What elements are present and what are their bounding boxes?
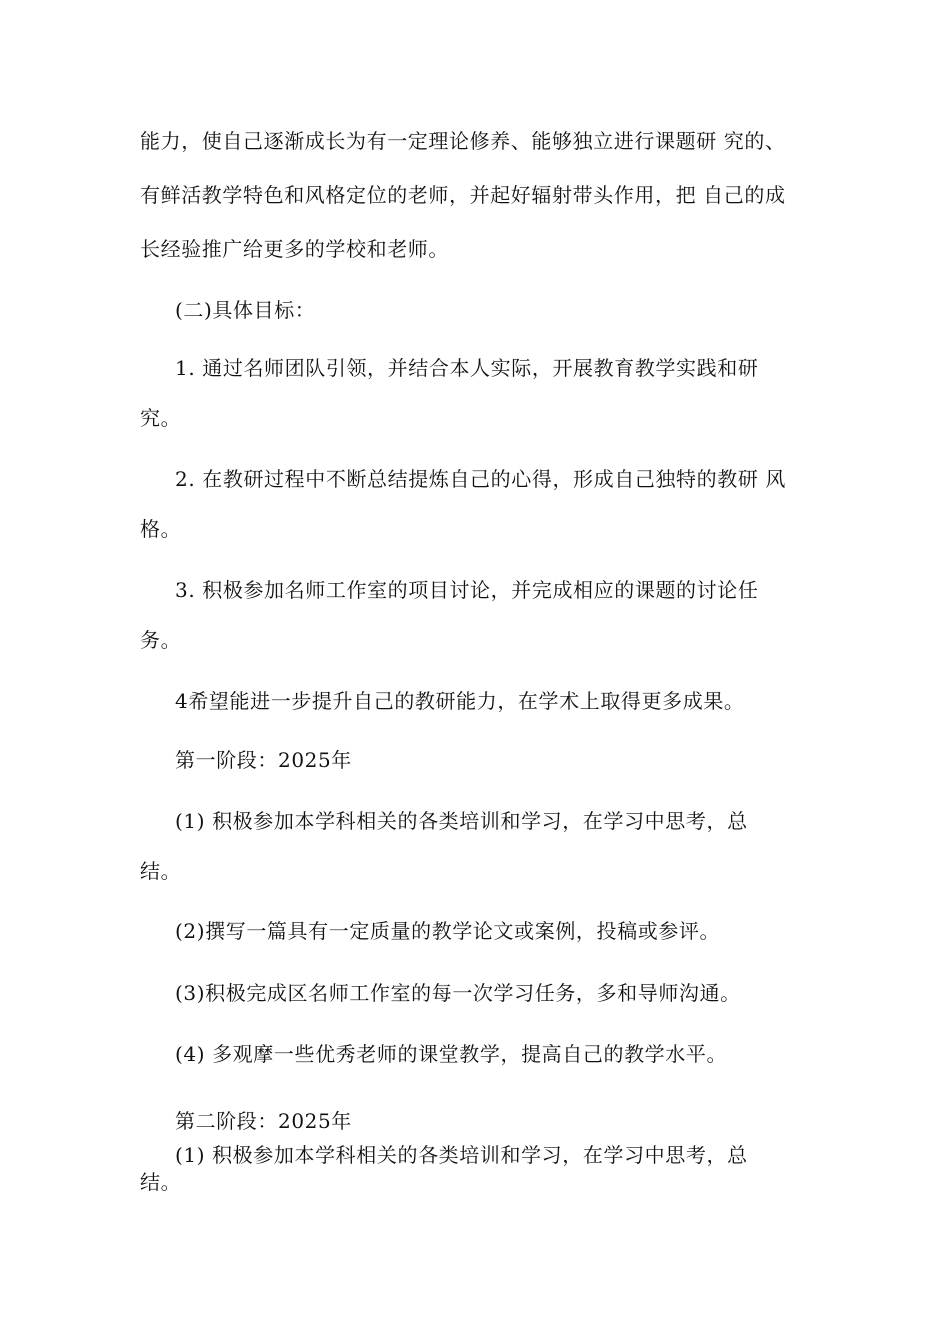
- list-item-line: 究。: [140, 406, 182, 430]
- stage-heading: 第二阶段：2025年: [175, 1109, 352, 1133]
- paragraph-line: 长经验推广给更多的学校和老师。: [140, 237, 449, 261]
- list-item-line: (1) 积极参加本学科相关的各类培训和学习，在学习中思考，总: [175, 809, 748, 833]
- stage-heading: 第一阶段：2025年: [175, 748, 352, 772]
- list-item-line: 2. 在教研过程中不断总结提炼自己的心得，形成自己独特的教研 风: [175, 467, 786, 491]
- list-item-line: (1) 积极参加本学科相关的各类培训和学习，在学习中思考，总: [175, 1143, 748, 1167]
- section-heading: (二)具体目标：: [175, 298, 316, 322]
- list-item-line: (4) 多观摩一些优秀老师的课堂教学，提高自己的教学水平。: [175, 1042, 728, 1066]
- list-item-line: (2)撰写一篇具有一定质量的教学论文或案例，投稿或参评。: [175, 919, 721, 943]
- paragraph-line: 能力，使自己逐渐成长为有一定理论修养、能够独立进行课题研 究的、: [140, 129, 786, 153]
- list-item-line: 结。: [140, 859, 182, 883]
- list-item-line: 格。: [140, 517, 182, 541]
- list-item-line: 1. 通过名师团队引领，并结合本人实际，开展教育教学实践和研: [175, 356, 759, 380]
- list-item-line: 务。: [140, 628, 182, 652]
- list-item-line: (3)积极完成区名师工作室的每一次学习任务，多和导师沟通。: [175, 981, 741, 1005]
- paragraph-line: 有鲜活教学特色和风格定位的老师，并起好辐射带头作用，把 自己的成: [140, 183, 786, 207]
- list-item-line: 3. 积极参加名师工作室的项目讨论，并完成相应的课题的讨论任: [175, 578, 759, 602]
- list-item-line: 4希望能进一步提升自己的教研能力，在学术上取得更多成果。: [175, 689, 745, 713]
- list-item-line: 结。: [140, 1170, 182, 1194]
